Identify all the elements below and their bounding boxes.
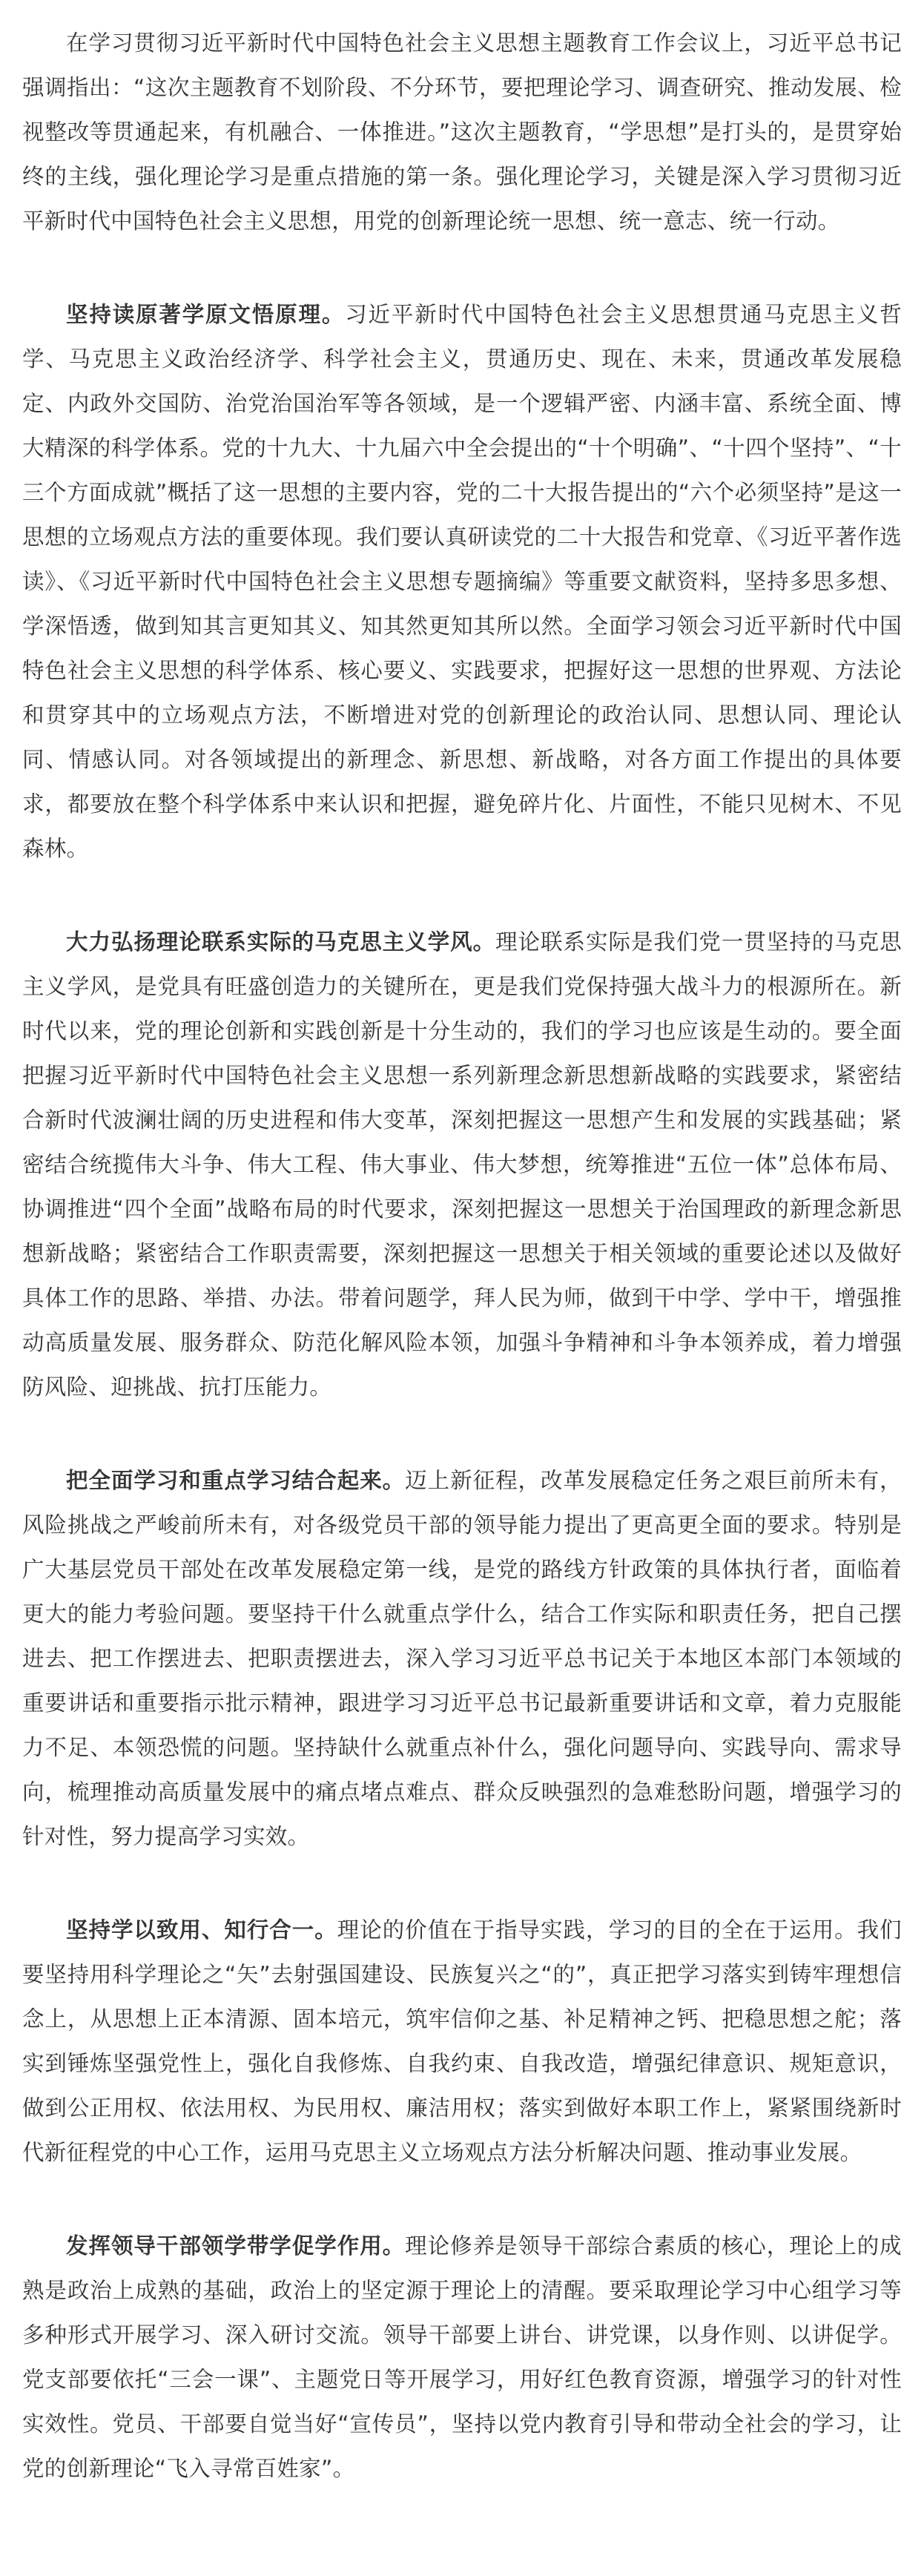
paragraph-read-originals <box>22 292 902 871</box>
paragraph-text: 理论修养是领导干部综合素质的核心，理论上的成熟是政治上成熟的基础，政治上的坚定源于理论上的清醒。要采取理论学习中心组学习等多种形式开展学习、深入研讨交流。领导干部要上讲台、讲党课，以身作则、以讲促学。党支部要依托“三会一课”、主题党日等开展学习，用好红色教育资源，增强学习的针对性实效性。党员、干部要自觉当好“宣传员”，坚持以党内教育引导和带动全社会的学习，让党的创新理论“飞入寻常百姓家”。 <box>22 2233 902 2481</box>
paragraph-intro <box>22 21 902 243</box>
paragraph-lead: 大力弘扬理论联系实际的马克思主义学风。 <box>66 929 496 955</box>
paragraph-text: 理论的价值在于指导实践，学习的目的全在于运用。我们要坚持用科学理论之“矢”去射强国建设、民族复兴之“的”，真正把学习落实到铸牢理想信念上，从思想上正本清源、固本培元，筑牢信仰之基、补足精神之钙、把稳思想之舵；落实到锤炼坚强党性上，强化自我修炼、自我约束、自我改造，增强纪律意识、规矩意识，做到公正用权、依法用权、为民用权、廉洁用权；落实到做好本职工作上，紧紧围绕新时代新征程党的中心工作，运用马克思主义立场观点方法分析解决问题、推动事业发展。 <box>22 1917 902 2165</box>
paragraph-lead: 坚持学以致用、知行合一。 <box>66 1917 337 1943</box>
paragraph-text: 理论联系实际是我们党一贯坚持的马克思主义学风，是党具有旺盛创造力的关键所在，更是我们党保持强大战斗力的根源所在。新时代以来，党的理论创新和实践创新是十分生动的，我们的学习也应该是生动的。要全面把握习近平新时代中国特色社会主义思想一系列新理念新思想新战略的实践要求，紧密结合新时代波澜壮阔的历史进程和伟大变革，深刻把握这一思想产生和发展的实践基础；紧密结合统揽伟大斗争、伟大工程、伟大事业、伟大梦想，统筹推进“五位一体”总体布局、协调推进“四个全面”战略布局的时代要求，深刻把握这一思想关于治国理政的新理念新思想新战略；紧密结合工作职责需要，深刻把握这一思想关于相关领域的重要论述以及做好具体工作的思路、举措、办法。带着问题学，拜人民为师，做到干中学、学中干，增强推动高质量发展、服务群众、防范化解风险本领，加强斗争精神和斗争本领养成，着力增强防风险、迎挑战、抗打压能力。 <box>22 929 902 1400</box>
paragraph-lead: 发挥领导干部领学带学促学作用。 <box>66 2233 406 2259</box>
paragraph-lead: 坚持读原著学原文悟原理。 <box>66 302 346 327</box>
paragraph-theory-practice <box>22 920 902 1409</box>
paragraph-apply-learning <box>22 1908 902 2175</box>
paragraph-text: 在学习贯彻习近平新时代中国特色社会主义思想主题教育工作会议上，习近平总书记强调指出：“这次主题教育不划阶段、不分环节，要把理论学习、调查研究、推动发展、检视整改等贯通起来，有机融合、一体推进。”这次主题教育，“学思想”是打头的，是贯穿始终的主线，强化理论学习是重点措施的第一条。强化理论学习，关键是深入学习贯彻习近平新时代中国特色社会主义思想，用党的创新理论统一思想、统一意志、统一行动。 <box>22 30 902 234</box>
paragraph-lead: 把全面学习和重点学习结合起来。 <box>66 1468 406 1493</box>
paragraph-text: 迈上新征程，改革发展稳定任务之艰巨前所未有，风险挑战之严峻前所未有，对各级党员干部的领导能力提出了更高更全面的要求。特别是广大基层党员干部处在改革发展稳定第一线，是党的路线方针政策的具体执行者，面临着更大的能力考验问题。要坚持干什么就重点学什么，结合工作实际和职责任务，把自己摆进去、把工作摆进去、把职责摆进去，深入学习习近平总书记关于本地区本部门本领域的重要讲话和重要指示批示精神，跟进学习习近平总书记最新重要讲话和文章，着力克服能力不足、本领恐慌的问题。坚持缺什么就重点补什么，强化问题导向、实践导向、需求导向，梳理推动高质量发展中的痛点堵点难点、群众反映强烈的急难愁盼问题，增强学习的针对性，努力提高学习实效。 <box>22 1468 902 1849</box>
paragraph-text: 习近平新时代中国特色社会主义思想贯通马克思主义哲学、马克思主义政治经济学、科学社会主义，贯通历史、现在、未来，贯通改革发展稳定、内政外交国防、治党治国治军等各领域，是一个逻辑严密、内涵丰富、系统全面、博大精深的科学体系。党的十九大、十九届六中全会提出的“十个明确”、“十四个坚持”、“十三个方面成就”概括了这一思想的主要内容，党的二十大报告提出的“六个必须坚持”是这一思想的立场观点方法的重要体现。我们要认真研读党的二十大报告和党章、《习近平著作选读》、《习近平新时代中国特色社会主义思想专题摘编》等重要文献资料，坚持多思多想、学深悟透，做到知其言更知其义、知其然更知其所以然。全面学习领会习近平新时代中国特色社会主义思想的科学体系、核心要义、实践要求，把握好这一思想的世界观、方法论和贯穿其中的立场观点方法，不断增进对党的创新理论的政治认同、思想认同、理论认同、情感认同。对各领域提出的新理念、新思想、新战略，对各方面工作提出的具体要求，都要放在整个科学体系中来认识和把握，避免碎片化、片面性，不能只见树木、不见森林。 <box>22 302 902 861</box>
paragraph-leaders-role <box>22 2224 902 2491</box>
paragraph-comprehensive-key-study <box>22 1458 902 1859</box>
